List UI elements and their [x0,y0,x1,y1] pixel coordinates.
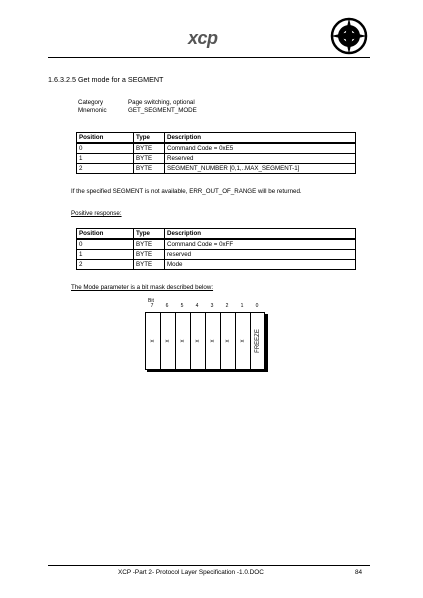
mode-description: The Mode parameter is a bit mask described below: [71,284,214,291]
table-cell: BYTE [134,164,165,174]
bit-value: x [195,339,201,343]
table-cell: Reserved [165,154,356,164]
xcp-logo: xcp [188,28,218,48]
bit-cell [205,312,221,370]
table-row [77,154,356,164]
bit-cell [250,312,265,370]
bit-cell [235,312,251,370]
bit-number: 4 [195,303,199,309]
bit-cell [220,312,236,370]
footer-divider [48,565,370,566]
bit-number: 1 [240,303,244,309]
column-header: Position [77,133,134,144]
column-header: Type [134,133,165,144]
bit-number: 0 [255,303,259,309]
bit-value: x [225,339,231,343]
column-header: Position [77,229,134,240]
category-label: Category [78,99,104,106]
table-cell: reserved [165,250,356,260]
table-cell: Mode [165,260,356,270]
table-cell: 2 [77,260,134,270]
footer-text: XCP -Part 2- Protocol Layer Specification -1.0.DOC [118,569,264,576]
table-cell: 0 [77,239,134,250]
table-cell: BYTE [134,154,165,164]
bit-value: x [150,339,156,343]
table-row [77,164,356,174]
section-heading: 1.6.3.2.5 Get mode for a SEGMENT [48,75,164,84]
bit-number: 7 [150,303,154,309]
bit-value: x [240,339,246,343]
command-table [76,132,356,174]
table-header-row [77,229,356,240]
bit-cell [190,312,206,370]
column-header: Description [165,133,356,144]
table-cell: Command Code = 0xFF [165,239,356,250]
table-cell: BYTE [134,143,165,154]
bit-value: x [180,339,186,343]
bit-cell [145,312,161,370]
bit-number: 5 [180,303,184,309]
table-cell: Command Code = 0xE5 [165,143,356,154]
column-header: Type [134,229,165,240]
table-cell: BYTE [134,260,165,270]
table-cell: SEGMENT_NUMBER [0,1,..MAX_SEGMENT-1] [165,164,356,174]
bit-number: 3 [210,303,214,309]
bit-number: 2 [225,303,229,309]
bit-value: x [165,339,171,343]
mnemonic-value: GET_SEGMENT_MODE [128,107,197,114]
bit-number: 6 [165,303,169,309]
response-table [76,228,356,270]
table-cell: 1 [77,250,134,260]
table-cell: 1 [77,154,134,164]
table-header-row [77,133,356,144]
header-divider [48,57,370,58]
table-cell: BYTE [134,239,165,250]
table-cell: 0 [77,143,134,154]
table-cell: BYTE [134,250,165,260]
table-row [77,250,356,260]
bit-cell [160,312,176,370]
bit-cell [175,312,191,370]
table-row [77,143,356,154]
category-value: Page switching, optional [128,99,195,106]
table-row [77,239,356,250]
bit-label: Bit [148,298,154,304]
table-row [77,260,356,270]
crosshair-seal-icon [330,17,368,55]
error-note: If the specified SEGMENT is not available, ERR_OUT_OF_RANGE will be returned. [71,188,302,195]
mnemonic-label: Mnemonic [78,107,107,114]
column-header: Description [165,229,356,240]
table-cell: 2 [77,164,134,174]
bit-value: x [210,339,216,343]
bit-value: FREEZE [254,329,261,353]
positive-response-label: Positive response: [71,210,122,217]
page-number: 84 [355,569,363,576]
